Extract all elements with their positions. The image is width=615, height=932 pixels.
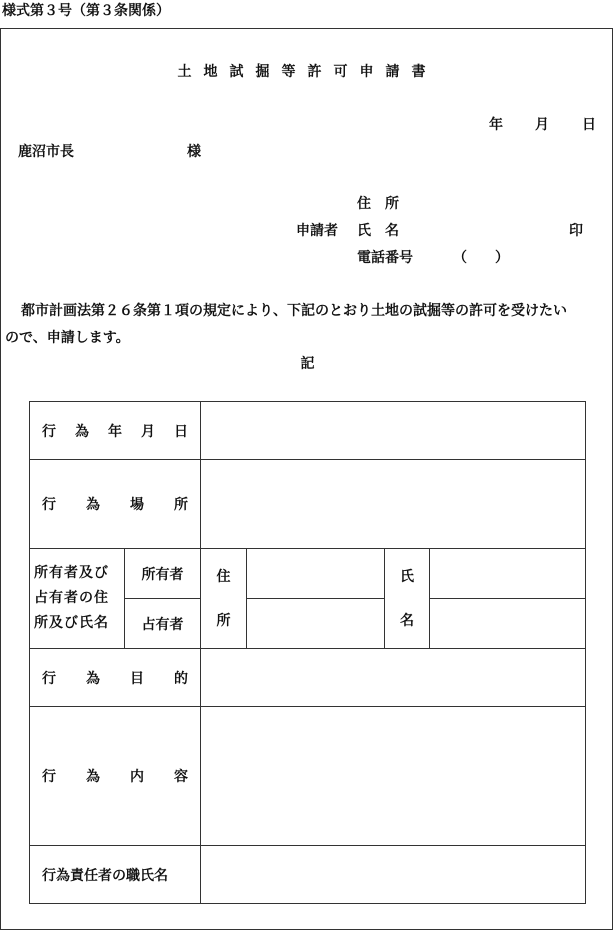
date-day: 日 — [582, 117, 596, 133]
value-owner-name[interactable] — [430, 549, 586, 599]
label-action-place: 行 為 場 所 — [30, 460, 201, 549]
addressee-honorific: 様 — [187, 144, 201, 160]
value-occupant-name[interactable] — [430, 599, 586, 649]
value-responsible-person[interactable] — [201, 846, 586, 904]
label-name: 氏 名 — [385, 549, 430, 649]
date-month: 月 — [535, 117, 549, 133]
body-line-2: ので、申請します。 — [5, 330, 130, 346]
label-responsible-person: 行為責任者の職氏名 — [30, 846, 201, 904]
row-action-content — [30, 707, 586, 846]
form-title: 土地試掘等許可申請書 — [177, 64, 438, 80]
value-action-place[interactable] — [201, 460, 586, 549]
value-occupant-address[interactable] — [247, 599, 385, 649]
form-id: 様式第３号（第３条関係） — [2, 3, 170, 19]
applicant-phone-label: 電話番号 — [357, 250, 413, 266]
label-owner: 所有者 — [125, 549, 201, 599]
label-address: 住 所 — [201, 549, 247, 649]
row-owner — [30, 549, 586, 599]
applicant-name-label: 氏 名 — [357, 223, 399, 239]
seal-mark: 印 — [569, 223, 583, 239]
applicant-label: 申請者 — [296, 223, 338, 239]
label-occupant: 占有者 — [125, 599, 201, 649]
row-action-date — [30, 402, 586, 460]
row-responsible-person — [30, 846, 586, 904]
date-year: 年 — [489, 117, 503, 133]
ki-heading: 記 — [300, 356, 315, 372]
row-action-purpose — [30, 649, 586, 707]
label-action-purpose: 行 為 目 的 — [30, 649, 201, 707]
label-action-date: 行 為 年 月 日 — [30, 402, 201, 460]
application-table — [29, 401, 586, 904]
addressee: 鹿沼市長 — [18, 144, 74, 160]
body-line-1: 都市計画法第２６条第１項の規定により、下記のとおり土地の試掘等の許可を受けたい — [21, 303, 567, 319]
applicant-address-label: 住 所 — [357, 196, 399, 212]
label-action-content: 行 為 内 容 — [30, 707, 201, 846]
label-owner-occupant: 所有者及び 占有者の住 所及び氏名 — [30, 549, 125, 649]
phone-parentheses: （ ） — [453, 250, 509, 266]
value-action-content[interactable] — [201, 707, 586, 846]
value-owner-address[interactable] — [247, 549, 385, 599]
value-action-purpose[interactable] — [201, 649, 586, 707]
row-action-place — [30, 460, 586, 549]
value-action-date[interactable] — [201, 402, 586, 460]
